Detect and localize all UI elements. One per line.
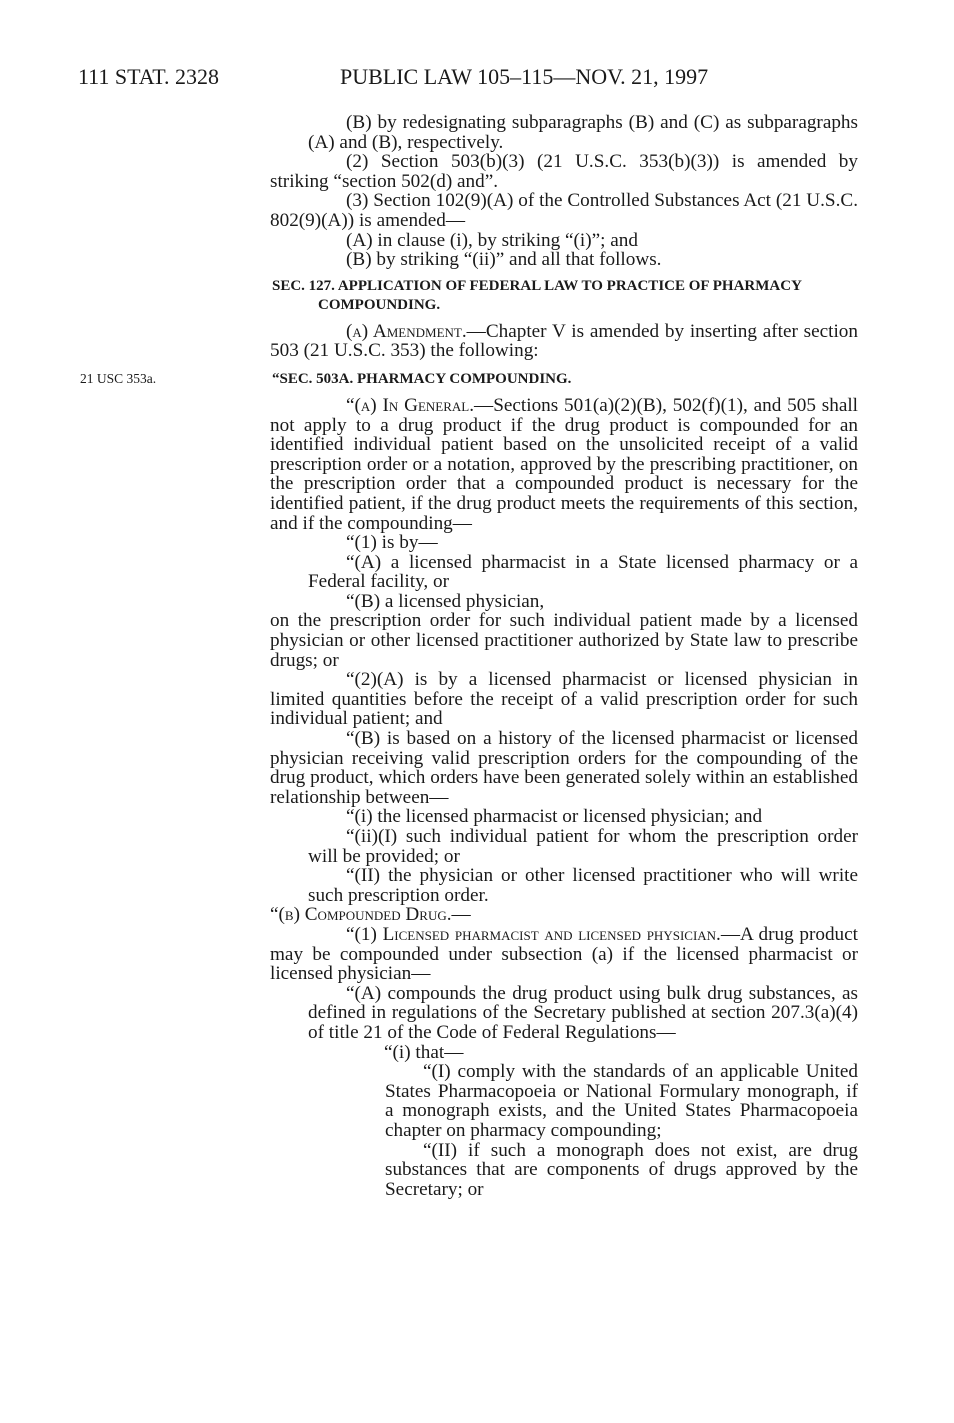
paragraph: “(A) compounds the drug product using bulk drug substances, as defined in regulations of the Secretary published at section 207.3(a)(4) of title 21 of the Code of Federal Regulations— <box>308 982 858 1043</box>
paragraph <box>270 322 858 361</box>
paragraph-text: —Sections 501(a)(2)(B), 502(f)(1), and 505 shall not apply to a drug product if the drug product is compounded for an identified individual patient based on the unsolicited receipt of a valid prescription order or a notation, approved by the prescribing practitioner, on the prescription order that a compounded product is necessary for the identified patient, if the drug product meets the requirements of this section, and if the compounding— <box>270 394 858 534</box>
paragraph: “(i) the licensed pharmacist or licensed physician; and <box>346 806 763 828</box>
paragraph: “(II) if such a monograph does not exist, are drug substances that are components of drugs approved by the Secretary; or <box>385 1139 858 1200</box>
subsection-heading: (a) Amendment. <box>346 320 467 342</box>
paragraph-text: —A drug product may be compounded under subsection (a) if the licensed pharmacist or licensed physician— <box>270 923 858 985</box>
margin-note: 21 USC 353a. <box>80 371 157 386</box>
section-heading: “SEC. 503A. PHARMACY COMPOUNDING. <box>272 370 572 387</box>
paragraph: on the prescription order for such individual patient made by a licensed physician or other licensed practitioner authorized by State law to prescribe drugs; or <box>270 610 858 671</box>
paragraph: (2) Section 503(b)(3) (21 U.S.C. 353(b)(3)) is amended by striking “section 502(d) and”. <box>270 151 858 192</box>
paragraph-text: —Chapter V is amended by inserting after section 503 (21 U.S.C. 353) the following: <box>270 320 858 362</box>
paragraph-heading: “(1) Licensed pharmacist and licensed physician. <box>346 923 721 945</box>
subsection-heading: “(b) Compounded Drug.— <box>270 904 471 926</box>
paragraph: (B) by redesignating subparagraphs (B) and (C) as subparagraphs (A) and (B), respectively. <box>308 112 858 153</box>
statute-body <box>270 113 858 1199</box>
subsection-heading: “(a) In General. <box>346 394 475 416</box>
paragraph: “(1) is by— <box>346 532 438 554</box>
paragraph: “(B) a licensed physician, <box>346 590 545 612</box>
statute-citation: 111 STAT. 2328 <box>78 64 220 89</box>
paragraph: “(II) the physician or other licensed practitioner who will write such prescription order. <box>308 865 858 906</box>
paragraph <box>270 396 858 533</box>
paragraph: “(I) comply with the standards of an applicable United States Pharmacopoeia or National Formulary monograph, if a monograph exists, and the United States Pharmacopoeia chapter on pharmacy compounding; <box>385 1061 858 1141</box>
paragraph <box>270 925 858 984</box>
paragraph: (3) Section 102(9)(A) of the Controlled Substances Act (21 U.S.C. 802(9)(A)) is amended— <box>270 190 858 231</box>
public-law-header: PUBLIC LAW 105–115—NOV. 21, 1997 <box>340 64 709 89</box>
paragraph: “(2)(A) is by a licensed pharmacist or licensed physician in limited quantities before the receipt of a valid prescription order for such individual patient; and <box>270 669 858 730</box>
paragraph: “(i) that— <box>384 1041 464 1063</box>
paragraph: (A) in clause (i), by striking “(i)”; and <box>346 229 638 251</box>
paragraph: “(A) a licensed pharmacist in a State licensed pharmacy or a Federal facility, or <box>308 551 858 593</box>
section-heading: SEC. 127. APPLICATION OF FEDERAL LAW TO PRACTICE OF PHARMACY COMPOUNDING. <box>272 277 802 313</box>
paragraph: “(B) is based on a history of the licensed pharmacist or licensed physician receiving valid prescription orders for the compounding of the drug product, which orders have been generated solely within an established relationship between— <box>270 728 858 808</box>
paragraph: “(ii)(I) such individual patient for whom the prescription order will be provided; or <box>308 826 858 867</box>
paragraph: (B) by striking “(ii)” and all that follows. <box>346 249 662 271</box>
